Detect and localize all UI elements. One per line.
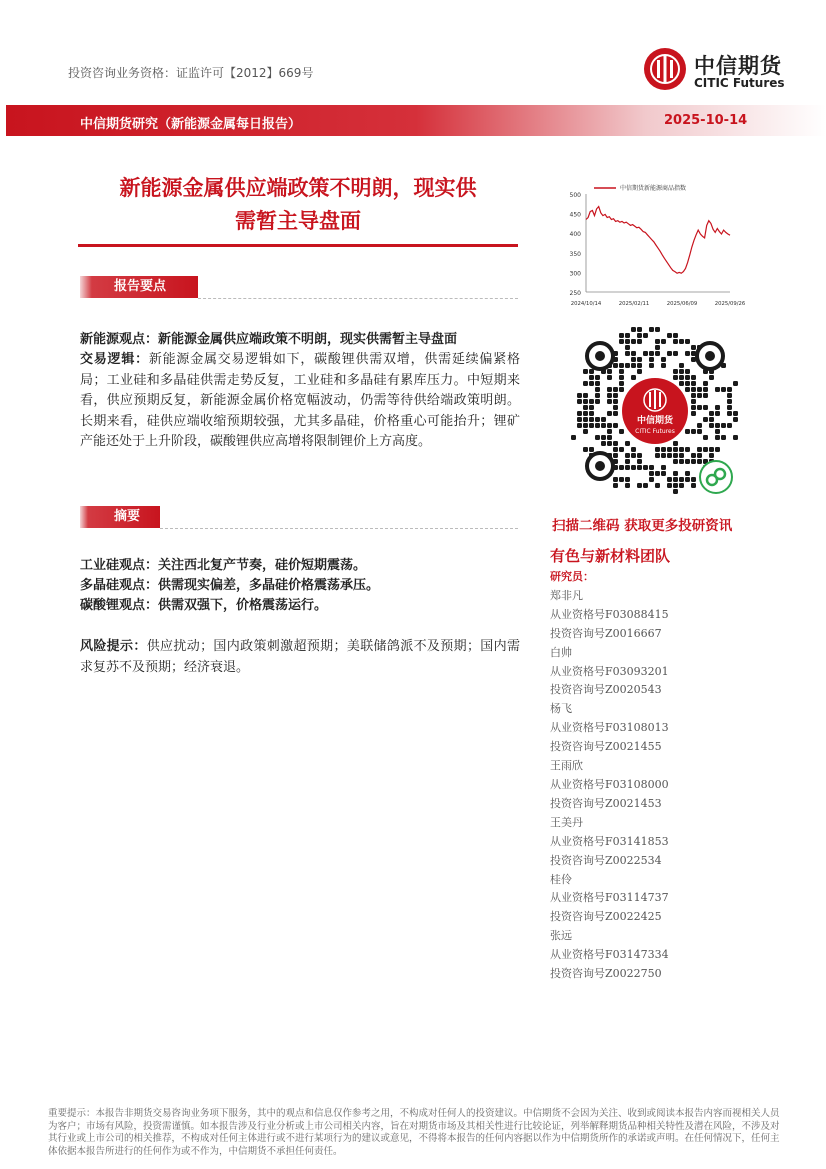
risk-text: 供应扰动；国内政策刺激超预期；美联储鸽派不及预期；国内需求复苏不及预期；经济衰退。 (80, 639, 520, 675)
risk-notice (80, 637, 520, 678)
y-tick-label: 500 (569, 192, 581, 199)
section-divider (198, 298, 518, 299)
researcher-line: 从业资格号F03141853 (550, 834, 669, 848)
legend-label: 中信期货新能源商品指数 (620, 185, 687, 192)
report-title-line1: 新能源金属供应端政策不明朗，现实供 (119, 176, 477, 200)
y-tick-label: 300 (569, 270, 581, 278)
qr-logo-en: CITIC Futures (635, 428, 675, 435)
banner-report-name: 中信期货研究（新能源金属每日报告） (80, 117, 302, 132)
risk-label: 风险提示： (80, 639, 147, 654)
view-label: 新能源观点： (80, 332, 159, 347)
researcher-line: 杨飞 (550, 702, 572, 716)
section-tag-key-points: 报告要点 (80, 276, 198, 298)
section-divider (160, 528, 518, 529)
researcher-line: 从业资格号F03108013 (550, 721, 669, 735)
researcher-line: 投资咨询号Z0020543 (550, 683, 662, 697)
index-chart (550, 180, 760, 312)
y-tick-label: 450 (569, 211, 581, 219)
report-title-line2: 需暂主导盘面 (235, 209, 361, 233)
section-tag-summary: 摘要 (80, 506, 160, 528)
researcher-line: 投资咨询号Z0021455 (550, 740, 662, 754)
researcher-line: 从业资格号F03093201 (550, 664, 669, 678)
researcher-line: 桂伶 (550, 872, 572, 886)
researcher-line: 投资咨询号Z0022534 (550, 853, 662, 867)
disclaimer: 重要提示：本报告非期货交易咨询业务项下服务，其中的观点和信息仅作参考之用，不构成对任何人的投资建议。中信期货不会因为关注、收到或阅读本报告内容而视相关人员为客户；市场有风险，投资需谨慎。如本报告涉及行业分析或上市公司相关内容，旨在对期货市场及其相关性进行比较论证，列举解释期货品种相关特性及潜在风险，不涉及对其行业或上市公司的相关推荐，不构成对任何主体进行或不进行某项行为的建议或意见，不得将本报告的任何内容据以作为中信期货所作的承诺或声明。在任何情况下，任何主体依据本报告所进行的任何作为或不作为，中信期货不承担任何责任。 (48, 1108, 780, 1157)
researcher-label: 研究员： (550, 570, 594, 583)
summary-item-lithium: 碳酸锂观点：供需双强下，价格震荡运行。 (80, 598, 328, 613)
report-title (78, 172, 518, 238)
qr-code[interactable] (566, 322, 744, 504)
view-text: 新能源金属供应端政策不明朗，现实供需暂主导盘面 (158, 332, 458, 347)
researcher-line: 王美丹 (550, 815, 583, 829)
summary-item-silicon: 工业硅观点：关注西北复产节奏，硅价短期震荡。 (80, 558, 367, 573)
researcher-line: 王雨欣 (550, 759, 583, 773)
researcher-line: 从业资格号F03108000 (550, 777, 669, 791)
researcher-roster (550, 568, 669, 984)
x-tick-label: 2025/09/26 (714, 301, 746, 307)
x-tick-label: 2025/02/11 (618, 301, 650, 307)
y-tick-label: 400 (569, 231, 581, 239)
series-line (586, 207, 730, 274)
x-tick-label: 2024/10/14 (570, 301, 602, 307)
researcher-line: 投资咨询号Z0021453 (550, 796, 662, 810)
logo-en-text: CITIC Futures (694, 76, 785, 90)
qr-caption: 扫描二维码 获取更多投研资讯 (552, 518, 733, 534)
banner-date: 2025-10-14 (664, 113, 748, 128)
researcher-line: 从业资格号F03147334 (550, 948, 669, 962)
summary-item-polysilicon: 多晶硅观点：供需现实偏差，多晶硅价格震荡承压。 (80, 578, 380, 593)
new-energy-view (80, 330, 520, 351)
x-tick-label: 2025/06/09 (666, 301, 698, 307)
title-rule (78, 244, 518, 247)
researcher-line: 郑非凡 (550, 588, 583, 602)
citic-logo-icon (642, 46, 688, 92)
logo-cn-text: 中信期货 (694, 54, 782, 78)
y-tick-label: 250 (569, 290, 581, 297)
qr-logo-cn: 中信期货 (636, 416, 674, 426)
y-tick-label: 350 (569, 250, 581, 258)
logic-label: 交易逻辑： (80, 352, 149, 367)
team-title: 有色与新材料团队 (550, 547, 671, 565)
researcher-line: 白帅 (550, 645, 572, 659)
citic-logo (642, 46, 802, 94)
researcher-line: 从业资格号F03114737 (550, 891, 669, 905)
researcher-line: 张远 (550, 929, 572, 943)
license-text: 投资咨询业务资格：证监许可【2012】669号 (68, 66, 314, 80)
researcher-line: 投资咨询号Z0022425 (550, 910, 662, 924)
trading-logic (80, 350, 520, 453)
researcher-line: 投资咨询号Z0022750 (550, 967, 662, 981)
researcher-line: 投资咨询号Z0016667 (550, 626, 662, 640)
logic-text: 新能源金属交易逻辑如下，碳酸锂供需双增，供需延续偏紧格局；工业硅和多晶硅供需走势反复，工业硅和多晶硅有累库压力。中短期来看，供应预期反复，新能源金属价格宽幅波动，仍需等待供给端政策明朗。长期来看，硅供应端收缩预期较强，尤其多晶硅，价格重心可能抬升；锂矿产能还处于上升阶段，碳酸锂供应高增将限制锂价上方高度。 (80, 352, 520, 449)
researcher-line: 从业资格号F03088415 (550, 607, 669, 621)
